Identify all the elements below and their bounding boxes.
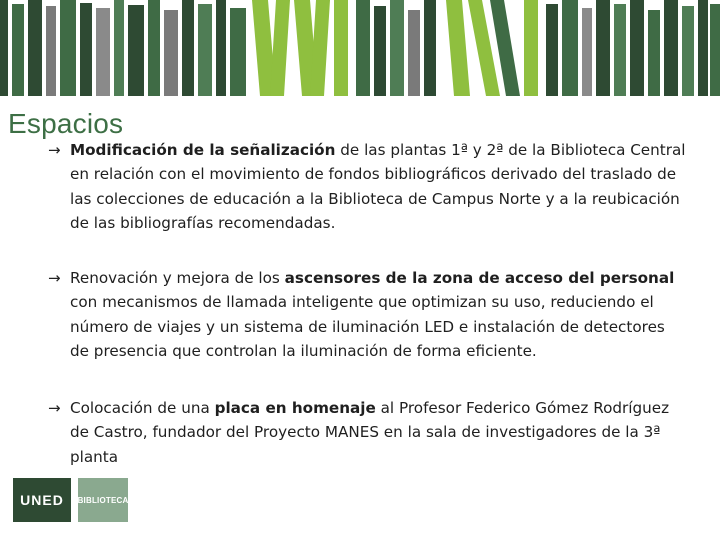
bullet-text bbox=[70, 266, 688, 364]
bullet-item bbox=[48, 266, 688, 364]
slide-title: Espacios bbox=[8, 108, 124, 139]
bookshelf-graphic bbox=[0, 0, 720, 96]
arrow-bullet-icon: → bbox=[48, 269, 61, 287]
bullet-text-regular: al Profesor Federico Gómez Rodríguez de Castro, fundador del Proyecto MANES en la sala de investigadores de la 3ª planta bbox=[70, 399, 670, 466]
bullet-item bbox=[48, 396, 688, 469]
bullet-text-regular: Renovación y mejora de los bbox=[70, 269, 285, 287]
bullet-text bbox=[70, 396, 688, 469]
bullet-text-bold: Modificación de la señalización bbox=[70, 141, 336, 159]
uned-logo: UNED bbox=[13, 478, 71, 522]
bullet-text-regular: Colocación de una bbox=[70, 399, 215, 417]
arrow-bullet-icon: → bbox=[48, 399, 61, 417]
bullet-text-bold: placa en homenaje bbox=[214, 399, 376, 417]
bullet-text-bold: ascensores de la zona de acceso del personal bbox=[284, 269, 675, 287]
bullet-text-regular: de las plantas 1ª y 2ª de la Biblioteca Central en relación con el movimiento de fondos bibliográficos derivado del traslado de las colecciones de educación a la Biblioteca de Campus Norte y a la reubicación de las bibliografías recomendadas. bbox=[70, 141, 686, 233]
header-banner bbox=[0, 0, 720, 100]
bullet-text-regular: con mecanismos de llamada inteligente que optimizan su uso, reduciendo el número de viajes y un sistema de iluminación LED e instalación de detectores de presencia que controlan la iluminación de forma eficiente. bbox=[70, 293, 665, 361]
arrow-bullet-icon: → bbox=[48, 141, 61, 159]
biblioteca-logo: BIBLIOTECA bbox=[78, 478, 128, 522]
bullet-item bbox=[48, 138, 688, 236]
bullet-text bbox=[70, 138, 688, 236]
